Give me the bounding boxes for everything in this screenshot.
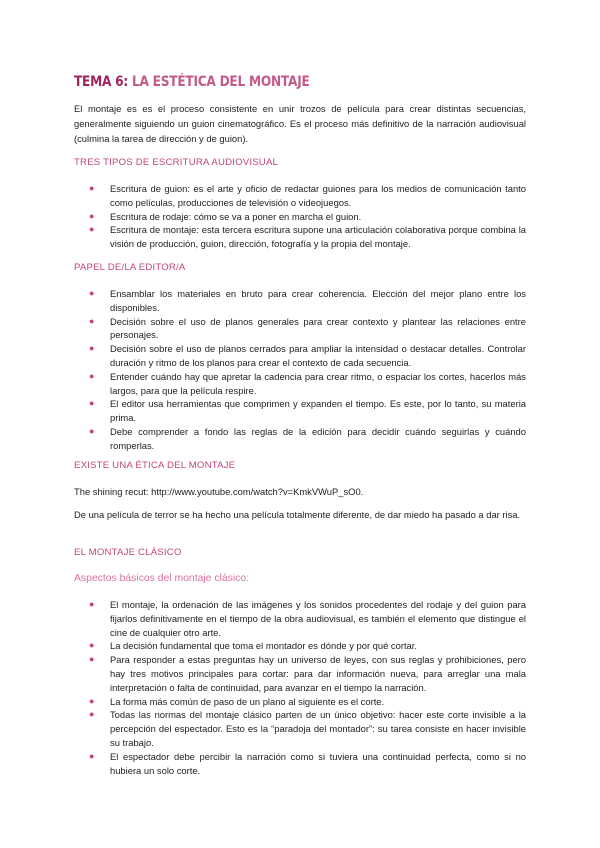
bullet-icon: ● — [89, 750, 95, 761]
list-item — [74, 750, 526, 778]
list-item — [74, 425, 526, 453]
bullet-icon: ● — [89, 288, 95, 298]
bullet-icon: ● — [89, 599, 95, 609]
shining-recut-link[interactable]: The shining recut: http://www.youtube.com/watch?v=KmkVWuP_sO0. — [74, 486, 364, 497]
list-item-text: Todas las normas del montaje clásico parten de un único objetivo: hacer este corte invisible a la percepción del espectador. Esto es la “paradoja del montador”: su tarea consiste en hacer invisible su trabajo. — [110, 709, 526, 748]
list-item — [74, 370, 526, 398]
heading-etica: EXISTE UNA ÉTICA DEL MONTAJE — [74, 460, 236, 471]
list-item — [74, 708, 526, 749]
bullet-icon: ● — [89, 640, 95, 651]
list-item-text: Decisión sobre el uso de planos generales para crear contexto y plantear las relaciones entre personajes. — [110, 315, 526, 341]
list-item-text: El editor usa herramientas que comprimen y expanden el tiempo. Es este, por lo tanto, su materia prima. — [110, 398, 526, 424]
list-editor — [74, 287, 526, 453]
intro-paragraph: El montaje es es el proceso consistente en unir trozos de película para crear distintas secuencias, generalmente siguiendo un guion cinematográfico. Es el proceso más definitivo de la narración audiovisual (culmina la tarea de dirección y de guion). — [74, 103, 526, 144]
list-item — [74, 653, 526, 694]
list-item — [74, 397, 526, 425]
list-item-text: Entender cuándo hay que apretar la cadencia para crear ritmo, o espaciar los cortes, hacerlos más largos, para que la película respire. — [110, 370, 526, 396]
list-item-text: El montaje, la ordenación de las imágenes y los sonidos procedentes del rodaje y del guion para fijarlos definitivamente en el tiempo de la obra audiovisual, es también el elemento que distingue el cine de cualquier otro arte. — [110, 599, 526, 638]
list-item-text: Para responder a estas preguntas hay un universo de leyes, con sus reglas y prohibiciones, pero hay tres motivos principales para cortar: para dar información nueva, para arreglar una mala interpretación o falta de continuidad, para avanzar en el tiempo la narración. — [110, 654, 526, 693]
list-item-text: El espectador debe percibir la narración como si tuviera una continuidad perfecta, como si no hubiera un solo corte. — [110, 750, 526, 776]
bullet-icon: ● — [89, 709, 95, 720]
list-item — [74, 598, 526, 639]
heading-clasico: EL MONTAJE CLÁSICO — [74, 547, 182, 558]
heading-editor: PAPEL DE/LA EDITOR/A — [74, 262, 186, 273]
list-item-text: Escritura de rodaje: cómo se va a poner en marcha el guion. — [110, 210, 362, 222]
bullet-icon: ● — [89, 398, 95, 409]
list-escritura — [74, 182, 526, 251]
list-item — [74, 695, 526, 709]
title-number: TEMA 6: — [74, 74, 129, 90]
list-item — [74, 182, 526, 210]
list-item-text: Debe comprender a fondo las reglas de la edición para decidir cuándo seguirlas y cuándo romperlas. — [110, 425, 526, 451]
list-item — [74, 210, 526, 224]
bullet-icon: ● — [89, 183, 95, 193]
bullet-icon: ● — [89, 695, 95, 706]
list-item — [74, 287, 526, 315]
list-item-text: La forma más común de paso de un plano al siguiente es el corte. — [110, 695, 385, 707]
bullet-icon: ● — [89, 654, 95, 665]
heading-escritura: TRES TIPOS DE ESCRITURA AUDIOVISUAL — [74, 157, 279, 168]
list-item — [74, 315, 526, 343]
etica-paragraph: De una película de terror se ha hecho una película totalmente diferente, de dar miedo ha pasado a dar risa. — [74, 509, 521, 520]
bullet-icon: ● — [89, 210, 95, 221]
page-title — [74, 74, 310, 90]
bullet-icon: ● — [89, 315, 95, 326]
list-item — [74, 342, 526, 370]
list-clasico — [74, 598, 526, 777]
bullet-icon: ● — [89, 343, 95, 354]
list-item — [74, 639, 526, 653]
list-item-text: Ensamblar los materiales en bruto para crear coherencia. Elección del mejor plano entre los disponibles. — [110, 288, 526, 313]
title-text: LA ESTÉTICA DEL MONTAJE — [131, 74, 310, 90]
list-item-text: Escritura de montaje: esta tercera escritura supone una articulación colaborativa porque combina la visión de producción, guion, dirección, fotografía y la propia del montaje. — [110, 224, 526, 250]
list-item-text: Escritura de guion: es el arte y oficio de redactar guiones para los medios de comunicación tanto como películas, producciones de televisión o videojuegos. — [110, 183, 526, 208]
bullet-icon: ● — [89, 370, 95, 381]
list-item-text: Decisión sobre el uso de planos cerrados para ampliar la intensidad o destacar detalles. Controlar duración y ritmo de los planos para crear el contexto de cada secuencia. — [110, 343, 526, 368]
subheading-clasico: Aspectos básicos del montaje clásico: — [74, 573, 249, 584]
list-item-text: La decisión fundamental que toma el montador es dónde y por qué cortar. — [110, 640, 417, 652]
list-item — [74, 223, 526, 251]
bullet-icon: ● — [89, 425, 95, 436]
bullet-icon: ● — [89, 224, 95, 235]
